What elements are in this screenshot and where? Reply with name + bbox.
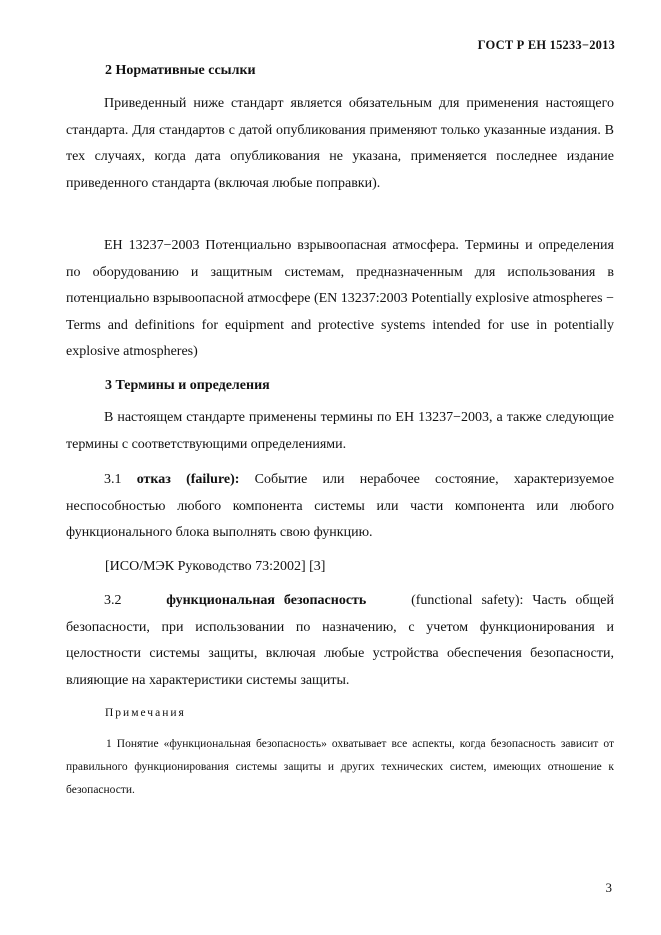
notes-title: Примечания: [105, 707, 186, 719]
term-3-2-number: 3.2: [104, 593, 122, 608]
section-2-paragraph-1: Приведенный ниже стандарт является обязательным для применения настоящего стандарта. Для стандартов с датой опубликования применяют только указанные издания. В тех случаях, когда дата опубликования не указана, применяется последнее издание приведенного стандарта (включая любые поправки).: [66, 96, 614, 191]
term-3-1-reference: [ИСО/МЭК Руководство 73:2002] [3]: [105, 559, 326, 574]
term-3-2-term-en: (functional safety):: [411, 593, 524, 608]
note-1: 1 Понятие «функциональная безопасность» охватывает все аспекты, когда безопасность зависит от правильного функционирования системы защиты и других технических систем, имеющих отношение к безопасности.: [66, 738, 614, 796]
term-3-1: [66, 467, 614, 547]
term-3-2: [66, 588, 614, 694]
term-3-1-number: 3.1: [104, 472, 122, 487]
term-3-1-term: отказ (failure):: [136, 472, 240, 487]
section-2-paragraph-2: ЕН 13237−2003 Потенциально взрывоопасная атмосфера. Термины и определения по оборудованию и защитным системам, предназначенным для использования в потенциально взрывоопасной атмосфере (EN 13237:2003 Potentially explosive atmospheres − Terms and definitions for equipment and protective systems intended for use in potentially explosive atmospheres): [66, 238, 614, 360]
section-3-intro: В настоящем стандарте применены термины по ЕН 13237−2003, а также следующие термины с соответствующими определениями.: [66, 410, 614, 452]
page-number: 3: [605, 880, 612, 895]
term-3-2-definition: Часть общей безопасности, при использовании по назначению, с учетом функционирования и целостности системы защиты, включая любые устройства обеспечения безопасности, влияющие на характеристики системы защиты.: [66, 593, 614, 688]
document-header: ГОСТ Р ЕН 15233−2013: [477, 38, 615, 52]
section-3-title: 3 Термины и определения: [105, 378, 270, 393]
term-3-2-term: функциональная безопасность: [166, 593, 367, 608]
section-2-title: 2 Нормативные ссылки: [105, 63, 256, 78]
term-3-1-definition: Событие или нерабочее состояние, характеризуемое неспособностью любого компонента системы или части компонента или любого функционального блока выполнять свою функцию.: [66, 472, 615, 541]
